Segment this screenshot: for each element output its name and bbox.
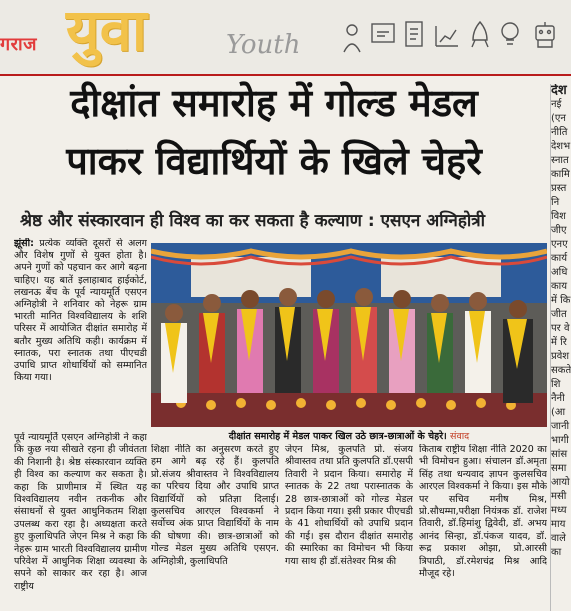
adjacent-text-line: काय [551, 281, 568, 292]
lead-paragraph: प्रत्येक व्यक्ति दूसरों से अलग और विशेष गुणों से युक्त होता है। अपने गुणों को पहचान कर आगे बढ़ना चाहिए। यह बातें इलाहाबाद हाईकोर्ट, लखनऊ बेंच के पूर्व न्यायमूर्ति एसएन अग्निहोत्री ने शनिवार को नेहरू ग्राम भारती मानित विश्वविद्यालय के शशि परिसर में आयोजित दीक्षांत समारोह में बतौर मुख्य अतिथि कही। कार्यक्रम में स्नातक, परा स्नातक तथा पीएचडी उपाधि प्राप्त शोधार्थियों को सम्मानित किया गया। [14, 238, 147, 384]
adjacent-text [551, 98, 571, 560]
adjacent-text-line: स्नात [551, 155, 569, 166]
article-column-lead [14, 238, 147, 428]
adjacent-text-line: कार्य [551, 253, 568, 264]
adjacent-text-line: नि [551, 197, 560, 208]
adjacent-text-line: प्रस्त [551, 183, 567, 194]
adjacent-text-line: सकते [551, 365, 571, 376]
header-rule [0, 74, 571, 76]
photo-caption [151, 429, 547, 442]
adjacent-text-line: अधि [551, 267, 568, 278]
adjacent-text-line: का [551, 547, 562, 558]
adjacent-text-line: मसी [551, 491, 567, 502]
adjacent-text-line: वाले [551, 533, 566, 544]
adjacent-text-line: (एन [551, 113, 566, 124]
header-icon-strip [340, 20, 571, 68]
adjacent-text-line: (आ [551, 407, 566, 418]
adjacent-text-line: कामि [551, 169, 570, 180]
article-column-1 [14, 432, 147, 599]
article-column-4 [419, 444, 547, 611]
adjacent-text-line: शि [551, 379, 561, 390]
article-column-3 [285, 444, 413, 611]
adjacent-text-line: जानी [551, 421, 570, 432]
adjacent-text-line: आयो [551, 477, 570, 488]
chart-icon [436, 26, 458, 46]
adjacent-text-line: नई [551, 99, 562, 110]
column-4-text: किताब राष्ट्रीय शिक्षा नीति 2020 का भी विमोचन हुआ। संचालन डॉ.अमृता सिंह तथा धन्यवाद ज्ञापन कुलसचिव आरएल विश्वकर्मा ने किया। इस मौके पर सचिव मनीष मिश्र, प्रो.सौधम्मा,परीक्षा नियंत्रक डॉ. राजेश तिवारी, डॉ.हिमांशु द्विवेदी, डॉ. अभय आनंद सिन्हा, डॉ.पंकज यादव, डॉ. रूद्र प्रकाश ओझा, प्रो.आरसी त्रिपाठी, डॉ.रमेशचंद्र मिश्र आदि मौजूद रहे। [419, 444, 547, 580]
column-3-text: जेएन मिश्र, कुलपति प्रो. संजय श्रीवास्तव तथा प्रति कुलपति डॉ.एसपी तिवारी ने प्रदान किया। समारोह में स्नातक के 22 तथा परास्नातक के 28 छात्र-छात्राओं को गोल्ड मेडल प्रदान किया गया। इसी प्रकार पीएचडी के 41 शोधार्थियों को उपाधि प्रदान की गई। इस दौरान दीक्षांत समारोह की स्मारिका का विमोचन भी किया गया साथ ही डॉ.संतेश्वर मिश्र की [285, 444, 413, 567]
brand-subtitle: Youth [226, 30, 301, 60]
adjacent-text-line: माय [551, 519, 566, 530]
caption-text: दीक्षांत समारोह में मेडल पाकर खिल उठे छात्र-छात्राओं के चेहरे। [228, 431, 447, 442]
adjacent-text-line: में रि [551, 337, 567, 348]
bulb-icon [502, 23, 518, 44]
adjacent-text-line: में कि [551, 295, 571, 306]
robot-icon [536, 22, 554, 47]
section-header [0, 0, 571, 74]
photo-credit: संवाद [450, 431, 470, 442]
brand-title: युवा [66, 0, 147, 64]
section-name: गराज [0, 34, 38, 55]
adjacent-text-line: सांस [551, 449, 568, 460]
adjacent-article-column [550, 84, 571, 611]
headline-line-2: पाकर विद्यार्थियों के खिले चेहरे [66, 139, 482, 183]
event-photo-svg [151, 243, 547, 427]
article-column-2 [151, 444, 279, 611]
column-1-text: पूर्व न्यायमूर्ति एसएन अग्निहोत्री ने कहा कि कुछ नया सीखते रहना ही जीवंतता की निशानी है। श्रेष्ठ संस्कारवान व्यक्ति ही विश्व का कल्याण कर सकता है। कहा कि प्राणीमात्र में स्थित यह विश्वविद्यालय नवीन तकनीक और संसाधनों से युक्त आधुनिकतम शिक्षा उपलब्ध करा रहा है। अध्यक्षता करते हुए कुलाधिपति जेएन मिश्र ने कहा कि नेहरू ग्राम भारती विश्वविद्यालय ग्रामीण परिवेश में आधुनिक शिक्षा व्यवस्था के सपने को साकार कर रहा है। आज राष्ट्रीय [14, 432, 147, 592]
headline [0, 80, 548, 184]
adjacent-text-line: पर वे [551, 323, 570, 334]
adjacent-text-line: जीए [551, 225, 567, 236]
headline-line-1: दीक्षांत समारोह में गोल्ड मेडल [70, 81, 478, 125]
header-icons-svg [340, 20, 571, 68]
adjacent-text-line: जीत [551, 309, 567, 320]
adjacent-text-line: प्रवेश [551, 351, 570, 362]
subheadline: श्रेष्ठ और संस्कारवान ही विश्व का कर सकता है कल्याण : एसएन अग्निहोत्री [20, 211, 486, 231]
board-icon [372, 24, 394, 42]
adjacent-text-line: मध्य [551, 505, 567, 516]
adjacent-text-line: देशभ [551, 141, 571, 152]
adjacent-text-line: भागी [551, 435, 569, 446]
adjacent-text-line: एनए [551, 239, 568, 250]
adjacent-text-line: नैनी [551, 393, 565, 404]
doc-icon [406, 22, 422, 46]
adjacent-text-line: समा [551, 463, 567, 474]
adjacent-heading: देश [551, 84, 567, 98]
dateline: झूंसी: [14, 238, 34, 249]
adjacent-text-line: विश [551, 211, 566, 222]
rocket-icon [472, 22, 488, 47]
adjacent-text-line: नीति [551, 127, 568, 138]
person-icon [344, 25, 360, 52]
event-photo [151, 243, 547, 427]
column-2-text: शिक्षा नीति का अनुसरण करते हुए हम आगे बढ़ रहे हैं। कुलपति प्रो.संजय श्रीवास्तव ने विश्वविद्यालय का परिचय दिया और उपाधि प्राप्त विद्यार्थियों को प्रतिज्ञा दिलाई। कुलसचिव आरएल विश्वकर्मा ने सर्वोच्च अंक प्राप्त विद्यार्थियों के नाम की घोषणा की। छात्र-छात्राओं को गोल्ड मेडल मुख्य अतिथि एसएन. अग्निहोत्री, कुलाधिपति [151, 444, 279, 567]
